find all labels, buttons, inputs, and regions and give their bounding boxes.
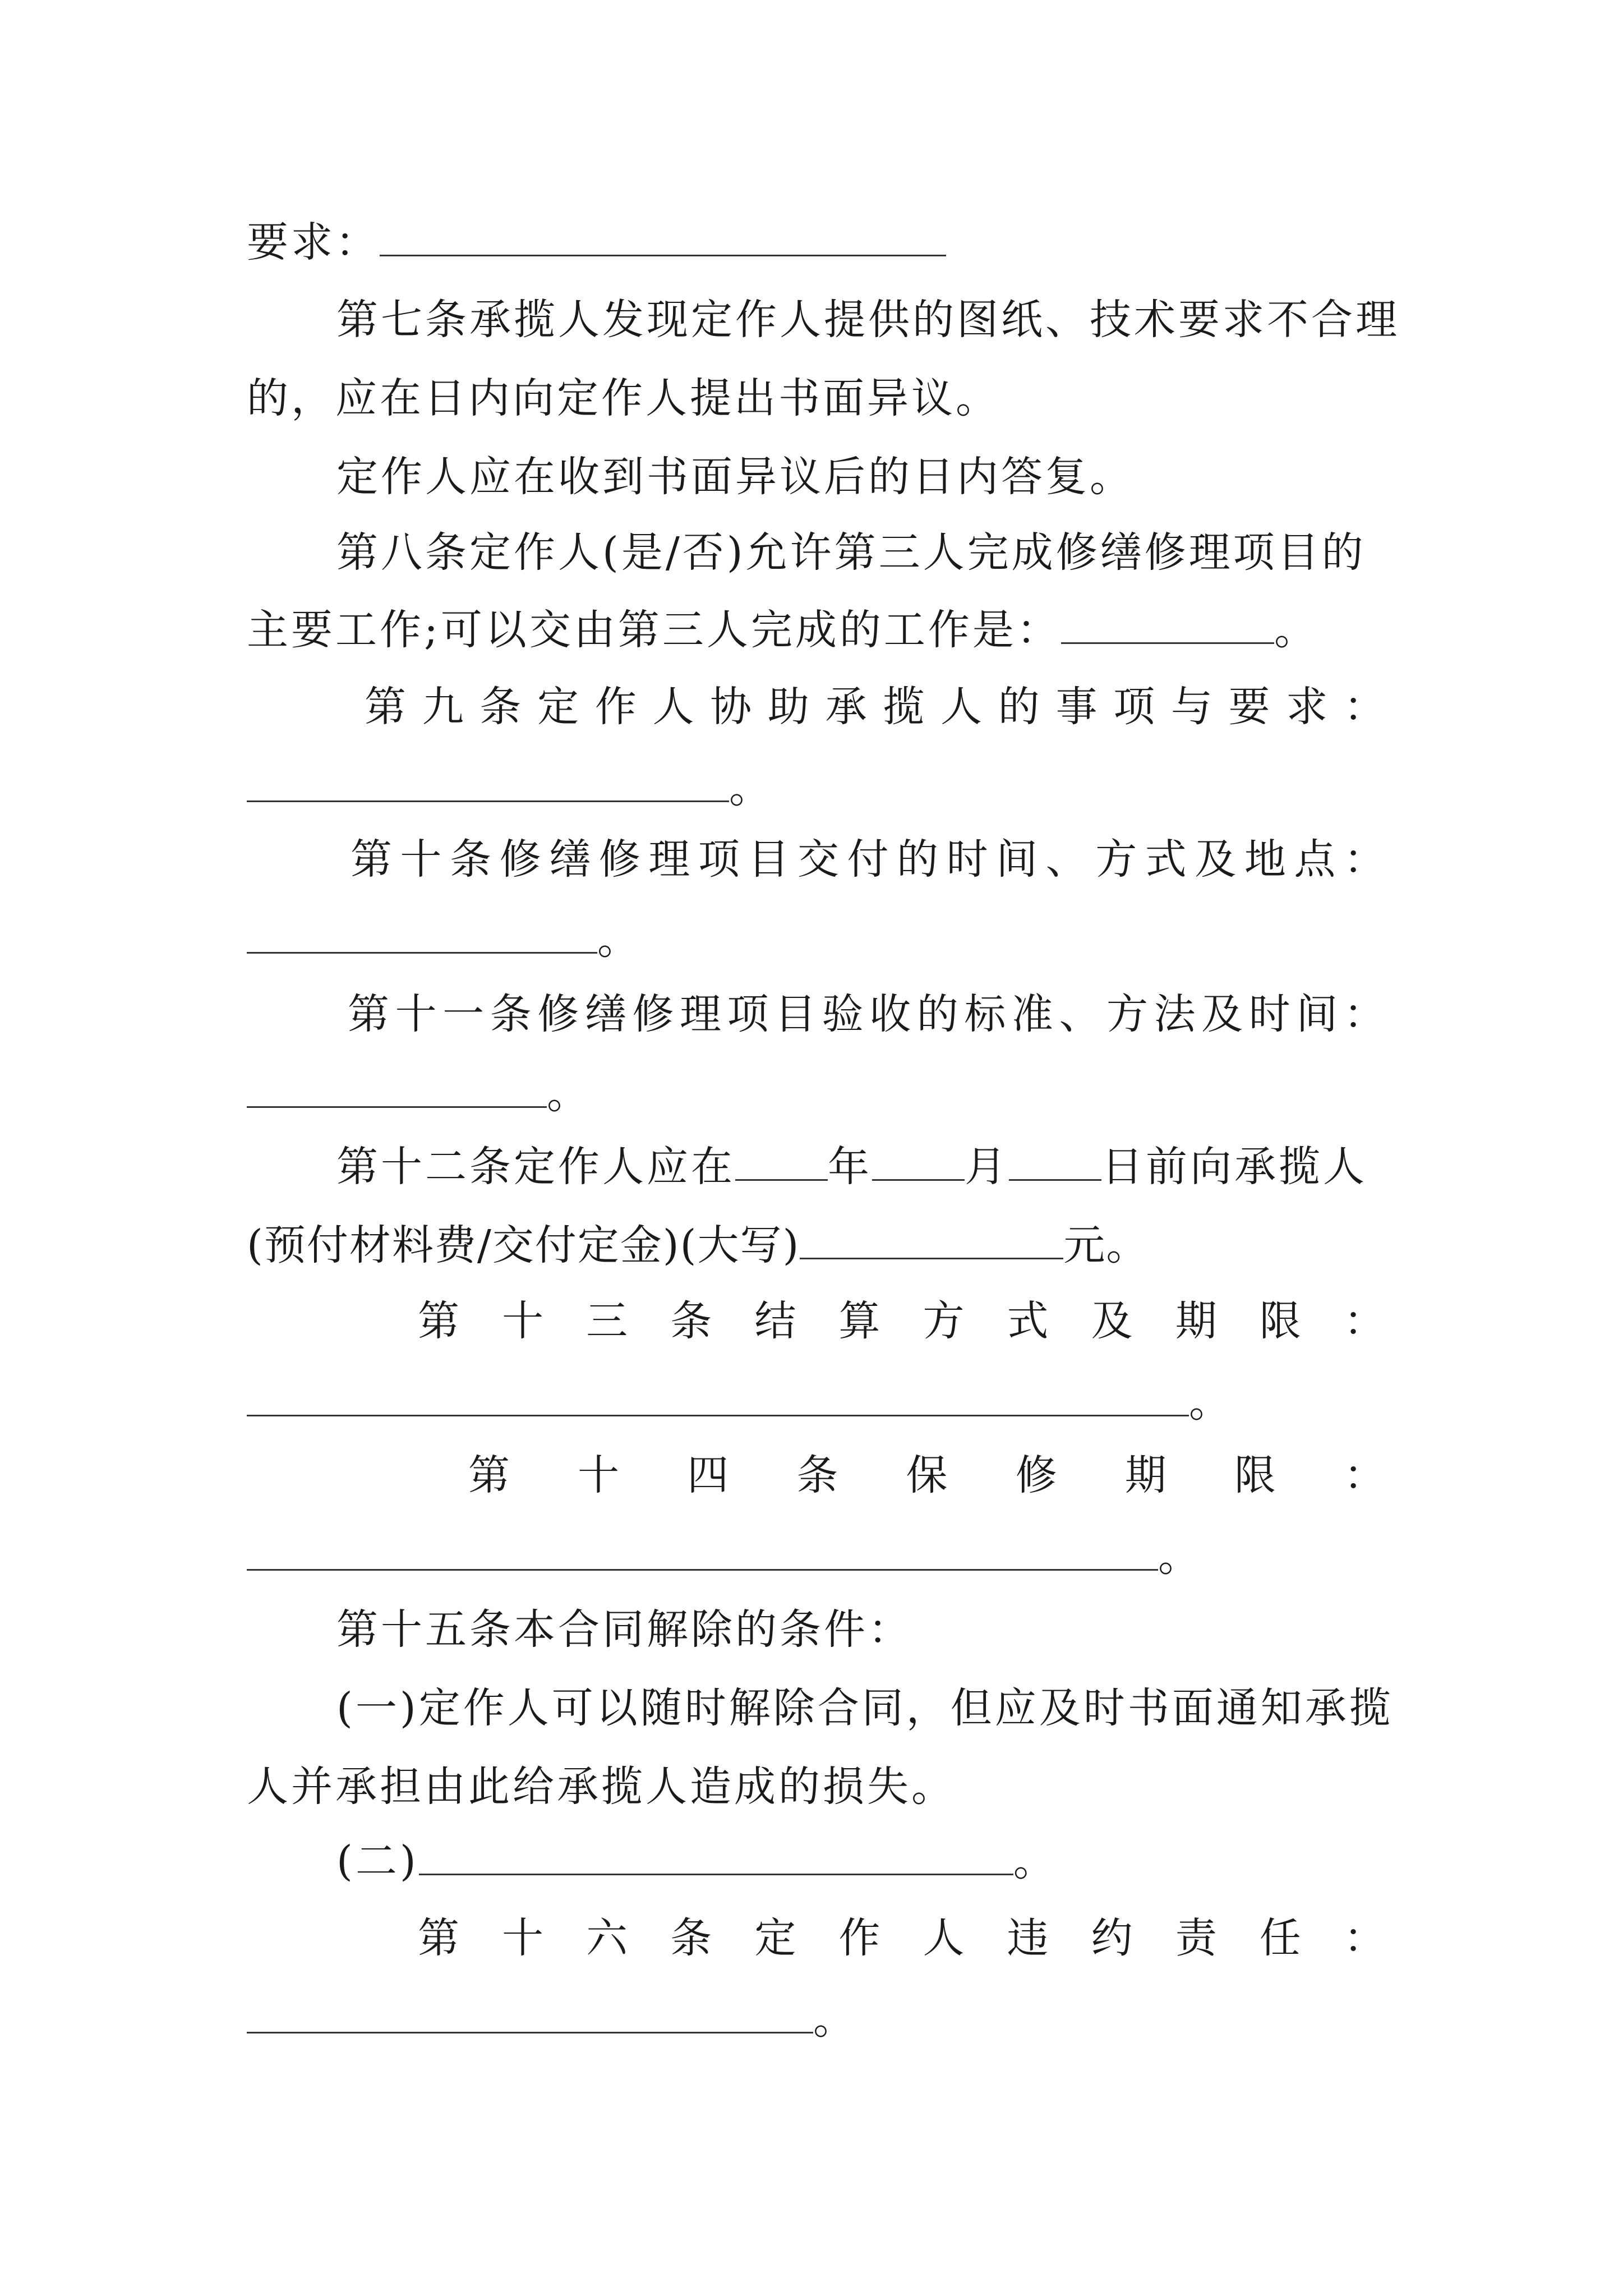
heading-char: 目 [748, 835, 790, 884]
period: 。 [729, 764, 773, 812]
heading-char: 十 [502, 1914, 544, 1962]
blank-field[interactable] [247, 1067, 547, 1108]
blank-field[interactable] [380, 215, 946, 256]
heading-char: 第 [418, 1297, 459, 1345]
heading-char: 第 [351, 835, 392, 884]
article-15-item2 [336, 1828, 1385, 1895]
heading-char: 标 [964, 990, 1006, 1038]
heading-char: 条 [670, 1914, 712, 1962]
heading-char: 定 [754, 1914, 796, 1962]
article-8-line2 [247, 596, 1385, 664]
heading-char: ： [1343, 1914, 1385, 1962]
heading-char: 揽 [883, 683, 925, 731]
heading-char: 条 [450, 835, 492, 884]
heading-char: 修 [632, 990, 674, 1038]
heading-char: 要 [1228, 683, 1270, 731]
heading-char: 间 [1296, 990, 1338, 1038]
heading-char: 项 [1113, 683, 1155, 731]
heading-char: 人 [652, 683, 694, 731]
heading-char: 缮 [584, 990, 626, 1038]
article-11-blank-line [247, 1060, 1385, 1128]
blank-field[interactable] [247, 761, 729, 802]
period: 。 [1189, 1378, 1233, 1427]
heading-char: 期 [1175, 1297, 1217, 1345]
article-12-text-c: (预付材料费/交付定金)(大写) [247, 1221, 800, 1269]
heading-char: 、 [1045, 835, 1087, 884]
heading-char: 助 [767, 683, 809, 731]
heading-char: 人 [923, 1914, 965, 1962]
article-12-line2 [247, 1212, 1385, 1279]
article-8-text: 主要工作;可以交由第三人完成的工作是： [247, 606, 1061, 654]
heading-char: 地 [1244, 835, 1286, 884]
blank-field[interactable] [247, 1375, 1189, 1416]
article-13-title [418, 1287, 1385, 1355]
article-9-title [365, 673, 1385, 740]
yuan-label: 元。 [1063, 1221, 1149, 1269]
heading-char: 的 [916, 990, 958, 1038]
article-7-line1: 第七条承揽人发现定作人提供的图纸、技术要求不合理 [336, 296, 1400, 344]
article-14-title [468, 1442, 1385, 1509]
heading-char: 四 [687, 1451, 729, 1499]
heading-char: 修 [537, 990, 579, 1038]
heading-char: 作 [594, 683, 637, 731]
day-blank[interactable] [1009, 1140, 1101, 1181]
heading-char: 收 [869, 990, 911, 1038]
heading-char: 式 [1145, 835, 1187, 884]
heading-char: 项 [698, 835, 740, 884]
article-12-line1 [336, 1133, 1385, 1200]
year-blank[interactable] [735, 1140, 828, 1181]
heading-char: 方 [923, 1297, 965, 1345]
month-blank[interactable] [872, 1140, 965, 1181]
article-13-blank-line [247, 1369, 1385, 1436]
heading-char: 六 [586, 1914, 628, 1962]
line-requirement [247, 209, 1385, 276]
heading-char: 条 [490, 990, 532, 1038]
heading-char: 式 [1007, 1297, 1049, 1345]
heading-char: 交 [797, 835, 839, 884]
article-10-title [351, 826, 1385, 893]
heading-char: 方 [1095, 835, 1137, 884]
heading-char: 第 [365, 683, 406, 731]
heading-char: 求 [1286, 683, 1328, 731]
blank-field[interactable] [419, 1834, 1013, 1875]
heading-char: 间 [996, 835, 1038, 884]
article-10-blank-line [247, 906, 1385, 973]
heading-char: 时 [1248, 990, 1290, 1038]
heading-char: 与 [1170, 683, 1212, 731]
heading-char: 期 [1124, 1451, 1166, 1499]
heading-char: ： [1343, 835, 1385, 884]
heading-char: 缮 [549, 835, 591, 884]
heading-char: 限 [1259, 1297, 1301, 1345]
period: 。 [813, 1995, 857, 2044]
period: 。 [547, 1070, 591, 1118]
heading-char: 保 [906, 1451, 948, 1499]
heading-char: 违 [1007, 1914, 1049, 1962]
article-16-title [418, 1904, 1385, 1972]
heading-char: 九 [422, 683, 464, 731]
blank-field[interactable] [247, 1530, 1158, 1571]
heading-char: 结 [754, 1297, 796, 1345]
heading-char: 理 [679, 990, 721, 1038]
article-7-line3: 定作人应在收到书面异议后的日内答复。 [336, 453, 1134, 501]
heading-char: 及 [1091, 1297, 1133, 1345]
heading-char: 约 [1091, 1914, 1133, 1962]
heading-char: 第 [348, 990, 389, 1038]
article-8-line1: 第八条定作人(是/否)允许第三人完成修缮修理项目的 [336, 528, 1366, 577]
heading-char: 定 [537, 683, 579, 731]
heading-char: 方 [1106, 990, 1148, 1038]
heading-char: 准 [1011, 990, 1053, 1038]
heading-char: 点 [1294, 835, 1336, 884]
heading-char: ： [1343, 990, 1385, 1038]
heading-char: 一 [442, 990, 485, 1038]
heading-char: 、 [1059, 990, 1101, 1038]
period: 。 [1158, 1533, 1202, 1581]
heading-char: 时 [946, 835, 988, 884]
heading-char: 承 [825, 683, 867, 731]
heading-char: 修 [499, 835, 541, 884]
heading-char: 及 [1201, 990, 1243, 1038]
heading-char: 第 [418, 1914, 459, 1962]
heading-char: 任 [1259, 1914, 1301, 1962]
heading-char: 人 [940, 683, 983, 731]
heading-char: 十 [395, 990, 437, 1038]
heading-char: 三 [586, 1297, 628, 1345]
period: 。 [597, 915, 642, 964]
period: 。 [1013, 1837, 1058, 1885]
heading-char: 付 [847, 835, 889, 884]
heading-char: 第 [468, 1451, 510, 1499]
requirement-label: 要求： [247, 218, 380, 266]
heading-char: 十 [578, 1451, 620, 1499]
heading-char: 验 [822, 990, 864, 1038]
heading-char: ： [1344, 1451, 1385, 1499]
heading-char: 十 [400, 835, 442, 884]
heading-char: ： [1343, 1297, 1385, 1345]
heading-char: 修 [1015, 1451, 1057, 1499]
heading-char: 项 [727, 990, 769, 1038]
heading-char: 条 [796, 1451, 838, 1499]
heading-char: 协 [710, 683, 752, 731]
heading-char: 算 [838, 1297, 880, 1345]
blank-field[interactable] [247, 1993, 813, 2033]
article-9-blank-line [247, 754, 1385, 822]
article-12-text-b: 日前向承揽人 [1101, 1143, 1367, 1191]
heading-char: ： [1343, 683, 1385, 731]
blank-field[interactable] [247, 913, 597, 954]
year-label: 年 [828, 1143, 872, 1191]
heading-char: 的 [998, 683, 1040, 731]
heading-char: 的 [897, 835, 939, 884]
month-label: 月 [965, 1143, 1009, 1191]
heading-char: 事 [1055, 683, 1098, 731]
article-14-blank-line [247, 1523, 1385, 1590]
blank-field[interactable] [1061, 603, 1274, 644]
period: 。 [1274, 606, 1318, 654]
heading-char: 作 [838, 1914, 880, 1962]
heading-char: 限 [1234, 1451, 1276, 1499]
item-2-label: (二) [336, 1837, 419, 1885]
amount-blank[interactable] [800, 1218, 1063, 1259]
article-12-text-a: 第十二条定作人应在 [336, 1143, 735, 1191]
article-16-blank-line [247, 1986, 1385, 2053]
heading-char: 条 [479, 683, 522, 731]
heading-char: 条 [670, 1297, 712, 1345]
article-15-title: 第十五条本合同解除的条件： [336, 1605, 912, 1654]
heading-char: 责 [1175, 1914, 1217, 1962]
heading-char: 及 [1195, 835, 1237, 884]
heading-char: 理 [648, 835, 690, 884]
heading-char: 十 [502, 1297, 544, 1345]
heading-char: 法 [1154, 990, 1196, 1038]
article-15-item1-line1: (一)定作人可以随时解除合同，但应及时书面通知承揽 [336, 1684, 1394, 1732]
heading-char: 目 [774, 990, 817, 1038]
article-15-item1-line2: 人并承担由此给承揽人造成的损失。 [247, 1763, 956, 1811]
heading-char: 修 [598, 835, 640, 884]
article-11-title [348, 981, 1385, 1048]
article-7-line2: 的，应在日内向定作人提出书面异议。 [247, 374, 1000, 422]
